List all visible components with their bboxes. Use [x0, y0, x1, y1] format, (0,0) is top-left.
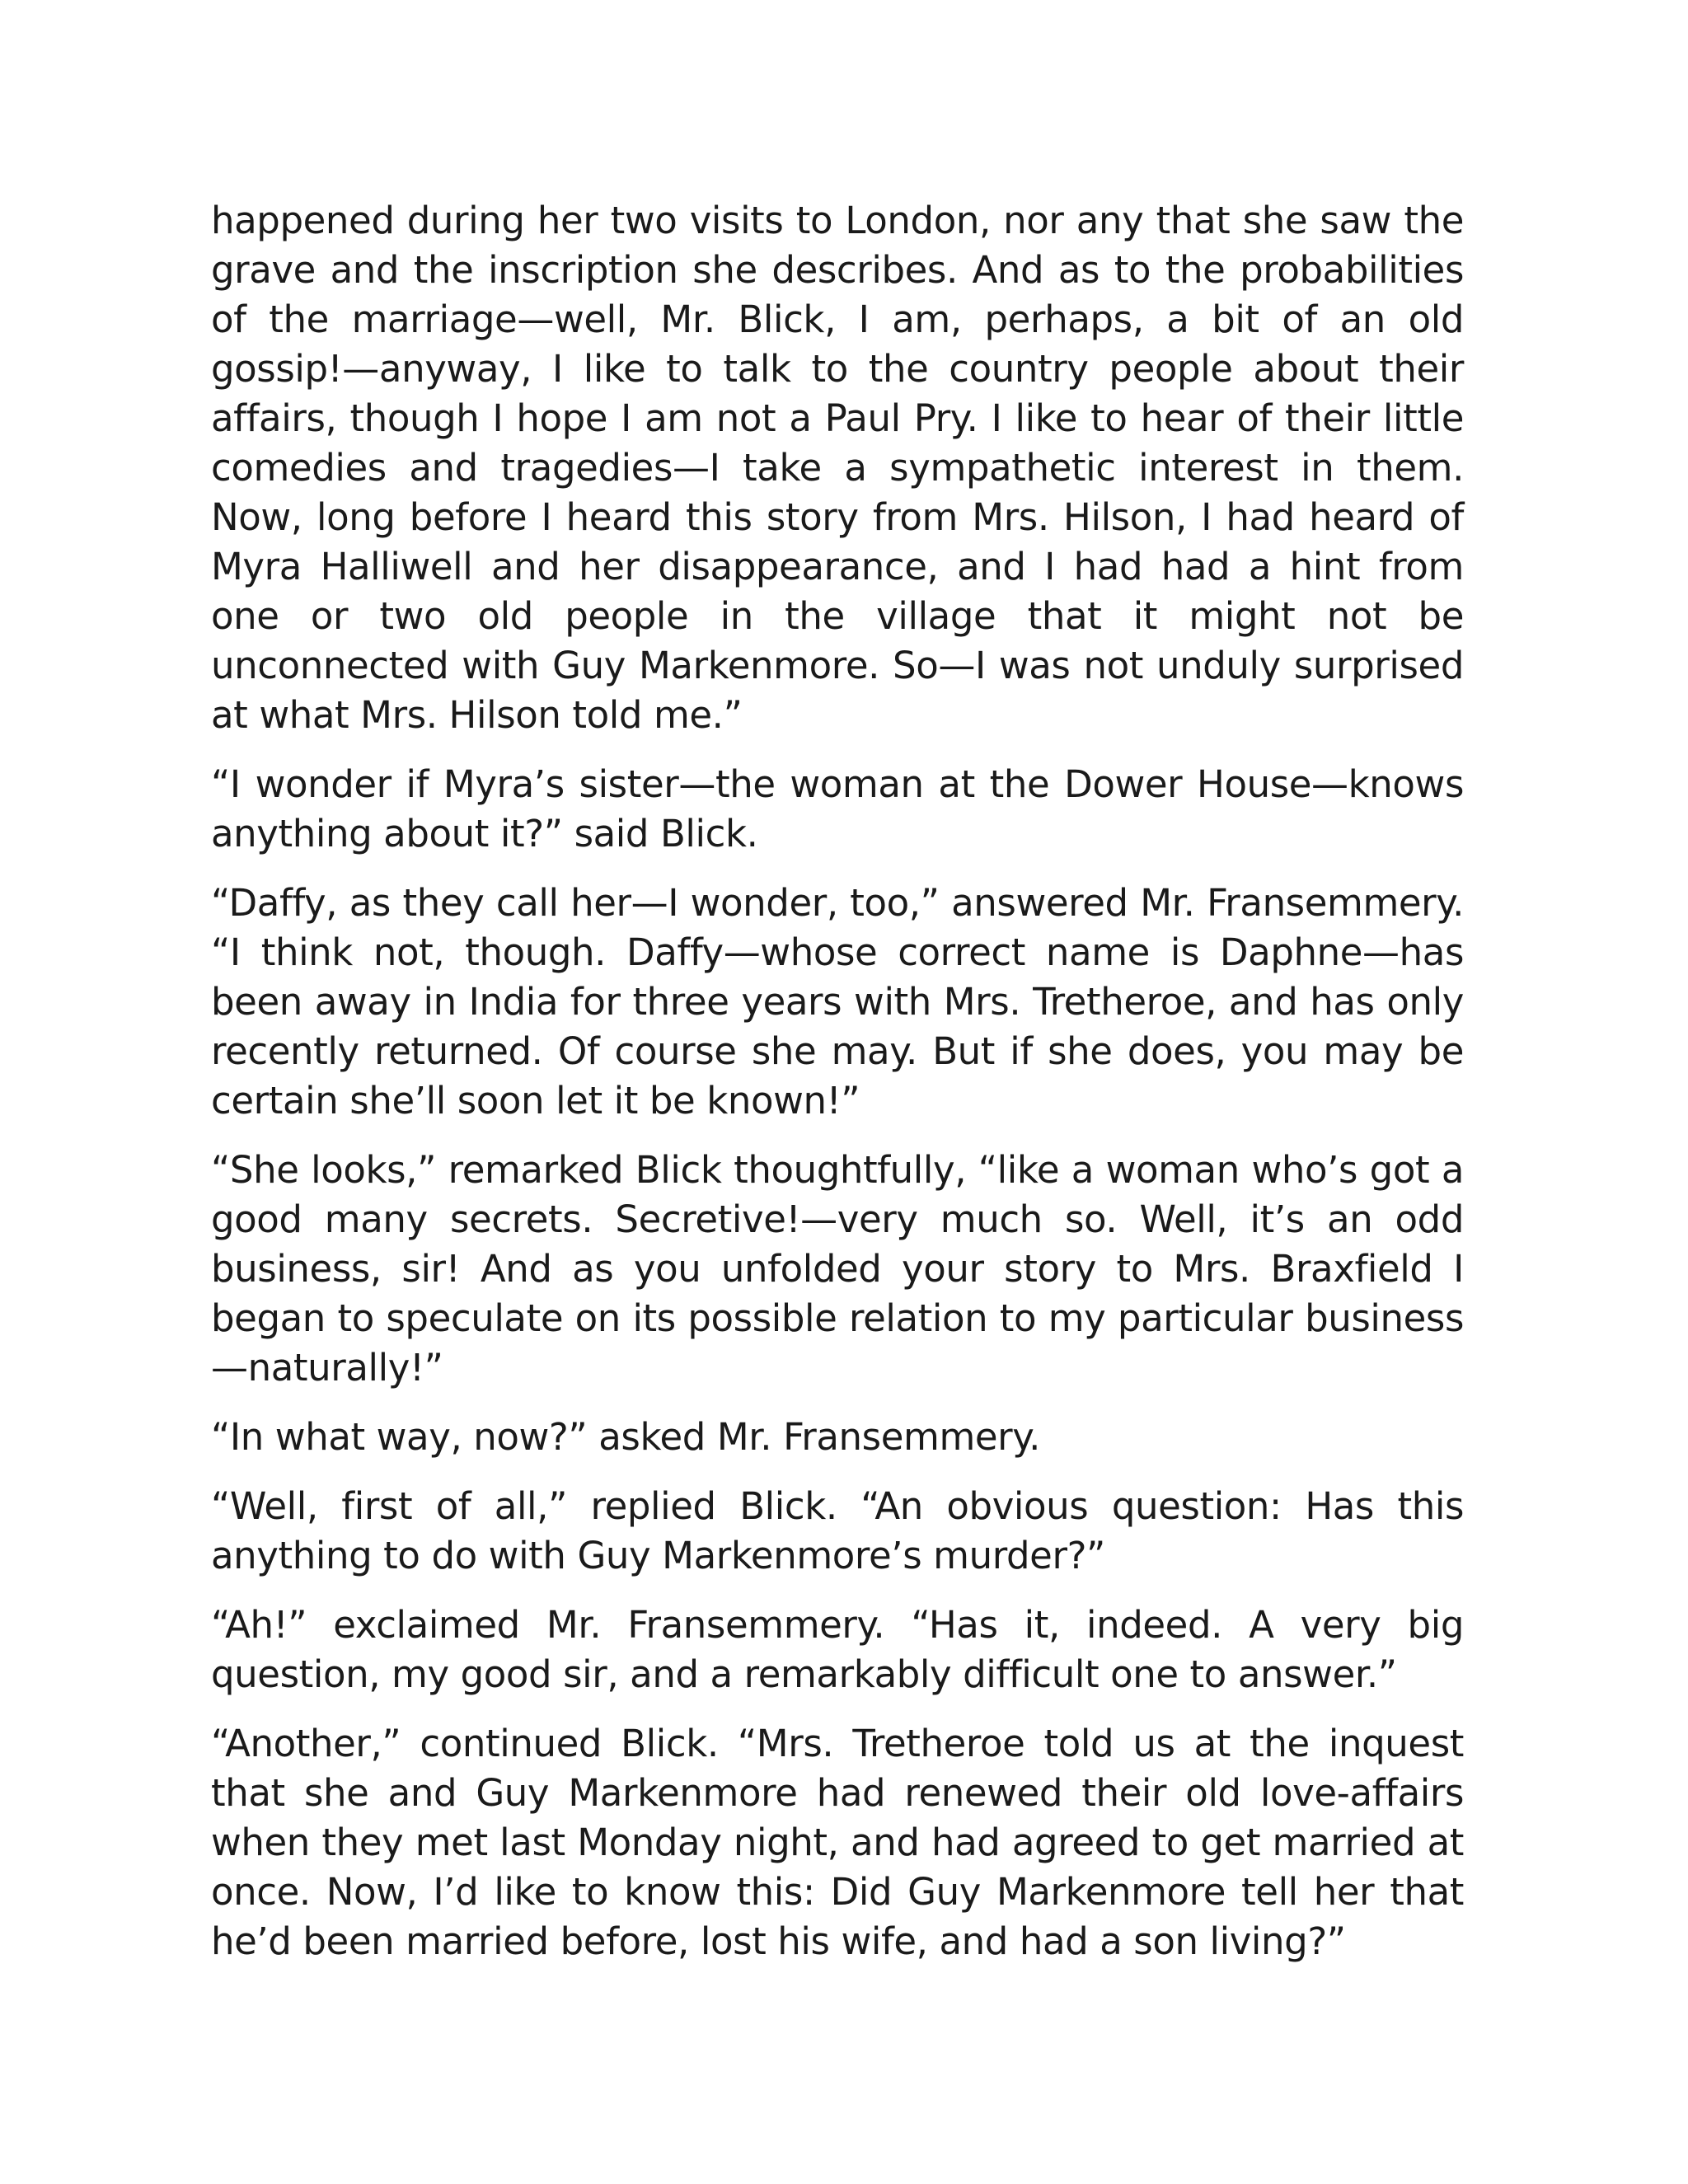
paragraph-8: “Another,” continued Blick. “Mrs. Tretheroe told us at the inquest that she and Guy Markenmore had renewed their old love-affairs when they met last Monday night, and had agreed to get married at once. Now, I’d like to know this: Did Guy Markenmore tell her that he’d been married before, lost his wife, and had a son living?”	[211, 1722, 1464, 1963]
paragraph-1: happened during her two visits to London, nor any that she saw the grave and the inscription she describes. And as to the probabilities of the marriage—well, Mr. Blick, I am, perhaps, a bit of an old gossip!—anyway, I like to talk to the country people about their affairs, though I hope I am not a Paul Pry. I like to hear of their little comedies and tragedies—I take a sympathetic interest in them. Now, long before I heard this story from Mrs. Hilson, I had heard of Myra Halliwell and her disappearance, and I had had a hint from one or two old people in the village that it might not be unconnected with Guy Markenmore. So—I was not unduly surprised at what Mrs. Hilson told me.”	[211, 199, 1464, 737]
paragraph-6: “Well, first of all,” replied Blick. “An obvious question: Has this anything to do with Guy Markenmore’s murder?”	[211, 1484, 1464, 1577]
paragraph-2: “I wonder if Myra’s sister—the woman at the Dower House—knows anything about it?” said Blick.	[211, 762, 1464, 855]
paragraph-5: “In what way, now?” asked Mr. Fransemmery.	[211, 1415, 1040, 1459]
book-page	[211, 196, 1464, 1986]
paragraph-4: “She looks,” remarked Blick thoughtfully, “like a woman who’s got a good many secrets. Secretive!—very much so. Well, it’s an odd business, sir! And as you unfolded your story to Mrs. Braxfield I began to speculate on its possible relation to my particular business —naturally!”	[211, 1148, 1464, 1390]
paragraph-7: “Ah!” exclaimed Mr. Fransemmery. “Has it, indeed. A very big question, my good sir, and a remarkably difficult one to answer.”	[211, 1603, 1464, 1696]
paragraph-3: “Daffy, as they call her—I wonder, too,” answered Mr. Fransemmery. “I think not, though. Daffy—whose correct name is Daphne—has been away in India for three years with Mrs. Tretheroe, and has only recently returned. Of course she may. But if she does, you may be certain she’ll soon let it be known!”	[211, 881, 1464, 1122]
